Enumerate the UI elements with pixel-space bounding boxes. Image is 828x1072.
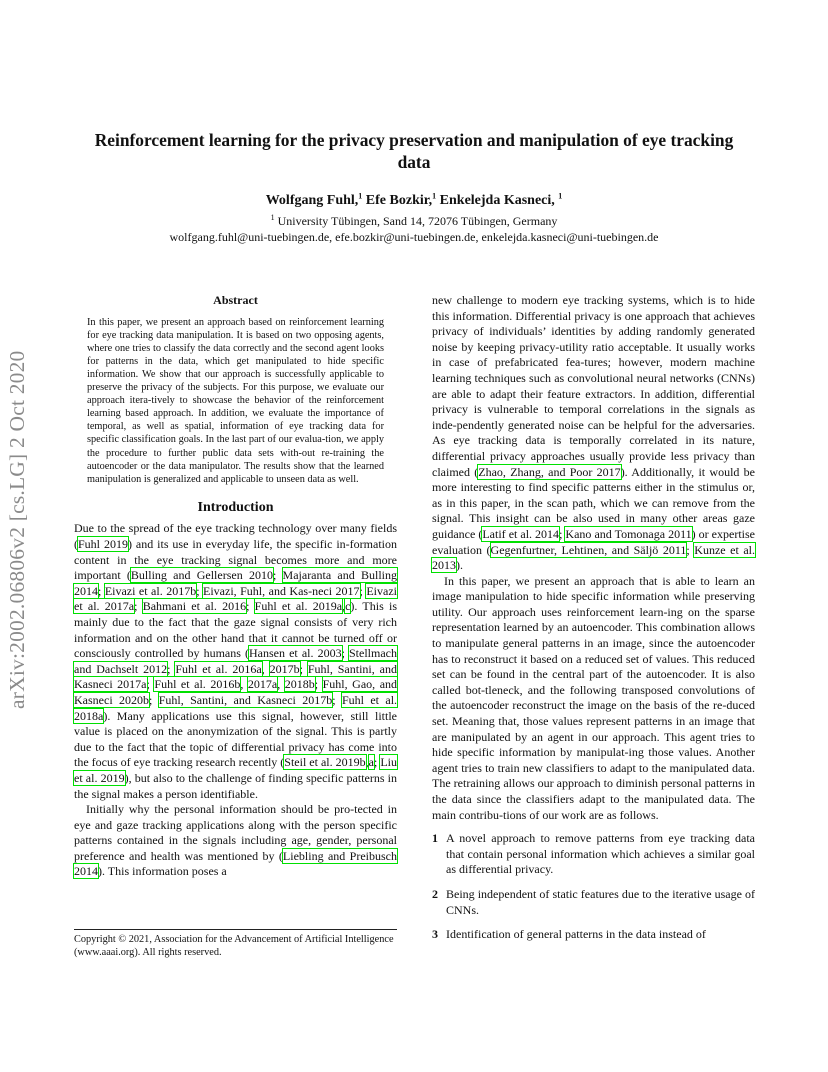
intro-paragraph-2 (74, 802, 397, 880)
intro-text: ; (146, 677, 155, 692)
intro-text: , (342, 599, 346, 614)
citation-link[interactable]: c (345, 599, 351, 614)
intro-text: ; (134, 599, 143, 614)
citation-link[interactable]: Fuhl 2019 (78, 537, 128, 551)
citation-link[interactable]: Kunze et al. 2013 (432, 542, 756, 573)
citation-link[interactable]: Bulling and Gellersen 2010 (130, 568, 273, 583)
contribution-text: Identification of general patterns in the data instead of (446, 927, 706, 942)
citation-link[interactable]: Eivazi et al. 2017a (74, 583, 397, 614)
intro-text: ; (246, 599, 255, 614)
affiliation-block (80, 213, 748, 245)
citation-link[interactable]: Zhao, Zhang, and Poor 2017 (478, 464, 621, 479)
contribution-number: 2 (432, 886, 438, 901)
intro-text: , (365, 755, 369, 770)
contribution-number: 3 (432, 927, 438, 942)
citation-link[interactable]: a (368, 755, 374, 770)
citation-link[interactable]: 2017a (247, 677, 278, 692)
affiliation-mark: 1 (270, 213, 275, 222)
citation-link[interactable]: Gegenfurtner, Lehtinen, and Säljö 2011 (490, 542, 687, 557)
citation-link[interactable]: Fuhl et al. 2018a (74, 692, 398, 723)
footnote-divider (74, 929, 397, 930)
intro-text: ; (299, 661, 308, 676)
author-list (80, 193, 748, 209)
arxiv-identifier: arXiv:2002.06806v2 [cs.LG] 2 Oct 2020 (5, 350, 29, 710)
intro-text: ; (272, 568, 283, 583)
contribution-list (432, 831, 755, 943)
body-text: ; (686, 542, 695, 557)
intro-text: ) and its use in everyday life, the specific in-formation content in the eye tracking signal becomes more and more important ( (74, 537, 397, 583)
intro-text: Due to the spread of the eye tracking technology over many fields ( (74, 521, 397, 551)
paper-title: Reinforcement learning for the privacy preservation and manipulation of eye tracking data (94, 130, 734, 172)
intro-text: ; (196, 583, 204, 598)
affiliation-text: University Tübingen, Sand 14, 72076 Tübingen, Germany (277, 214, 558, 228)
intro-text: ; (341, 646, 349, 661)
citation-link[interactable]: Hansen et al. 2003 (249, 646, 342, 661)
intro-paragraph-1 (74, 521, 397, 802)
intro-text: ; (314, 677, 323, 692)
citation-link[interactable]: Fuhl et al. 2016a (175, 661, 262, 676)
intro-text: ; (98, 583, 105, 598)
body-text: ). (456, 558, 463, 573)
intro-text: , (240, 677, 248, 692)
author-emails: wolfgang.fuhl@uni-tuebingen.de, efe.bozkir@uni-tuebingen.de, enkelejda.kasneci@uni-tuebingen.de (169, 230, 659, 244)
intro-text: ; (359, 583, 367, 598)
citation-link[interactable]: Bahmani et al. 2016 (142, 599, 247, 614)
intro-text: ). This is mainly due to the fact that the gaze signal consists of very rich information and on the other hand that it cannot be turned off or consciously controlled by humans ( (74, 599, 397, 661)
citation-link[interactable]: Stellmach and Dachselt 2012 (74, 646, 397, 676)
right-paragraph-2: In this paper, we present an approach that is able to learn an image manipulation to hide specific information while preserving utility. Our approach uses reinforcement learn-ing on the sparse representation learned by an autoencoder. This combination allows to manipulate general patterns in an image, since the autoencoder has to reconstruct it based on a reduced set of values. This reduced set can be found in the central part of the autoencoder. It is also called bot-tleneck, and the following transposed convolutions of the autoencoder reconstruct the image on the basis of the re-duced set. Meaning that, those values represent patterns in an image that are manipulated by an agent in our approach. This agent tries to hide specific information by manipulat-ing those values. Another agent tries to train new classifiers to adapt to the manipulated data. The retraining allows our approach to diminish personal patterns in the data since the classifiers adapt to the manipulated data. The main contribu-tions of our work are as follows. (432, 573, 755, 822)
intro-text: ; (149, 692, 159, 707)
intro-text: ), but also to the challenge of finding specific patterns in the signal makes a person identifiable. (74, 770, 398, 801)
citation-link[interactable]: Fuhl et al. 2016b (154, 677, 241, 692)
citation-link[interactable]: 2018b (284, 677, 315, 692)
citation-link[interactable]: 2017b (269, 661, 300, 676)
intro-text: ). This information poses a (98, 864, 227, 879)
contribution-item (432, 927, 755, 943)
citation-link[interactable]: Majaranta and Bulling 2014 (74, 568, 397, 598)
right-column (432, 293, 755, 952)
citation-link[interactable]: Steil et al. 2019b (284, 755, 366, 770)
copyright-footnote: Copyright © 2021, Association for the Advancement of Artificial Intelligence (www.aaai.org). All rights reserved. (74, 934, 394, 959)
citation-link[interactable]: Latif et al. 2014 (482, 526, 560, 541)
contribution-text: A novel approach to remove patterns from eye tracking data that contain personal information which achieves a similar goal as differential privacy. (446, 831, 755, 877)
right-paragraph-1 (432, 293, 755, 574)
abstract-heading: Abstract (213, 293, 258, 307)
intro-text: , (261, 661, 270, 676)
abstract-body: In this paper, we present an approach based on reinforcement learning for eye tracking data manipulation. It is based on two opposing agents, where one tries to classify the data correctly and the second agent looks for patterns in the data, which get manipulated to hide specific information. We show that our approach is successfully applicable to preserve the privacy of the subjects. For this purpose, we evaluate our approach itera-tively to showcase the behavior of the reinforcement learning based approach. In addition, we evaluate the importance of temporal, as well as spatial, information of eye tracking data for specific classification goals. In the last part of our evalua-tion, we apply the procedure to further public data sets with-out re-training the autoencoder or the data manipulator. The results show that the learned manipulation is generalized and applicable to unseen data as well. (87, 316, 384, 485)
citation-link[interactable]: Liebling and Preibusch 2014 (74, 848, 398, 879)
citation-link[interactable]: Fuhl, Santini, and Kasneci 2017a (74, 661, 397, 692)
introduction-heading: Introduction (197, 499, 274, 515)
intro-text: ). Many applications use this signal, however, still little value is placed on the anonymization of the signal. This is partly due to the fact that the topic of differential privacy has come into the focus of eye tracking research recently ( (74, 708, 397, 770)
body-text: new challenge to modern eye tracking systems, which is to hide this information. Differential privacy is one approach that achieves privacy of individuals’ identities by adding randomly generated noise by keeping privacy-utility ratio acceptable. It usually works in case of prefabricated fea-tures; however, modern machine learning techniques such as convolutional neural networks (CNNs) are able to adapt their feature extractors. In addition, differential privacy is vulnerable to temporal correlations in the signals as inde-pendently generated noise can be helpful for the adversaries. As eye tracking data is temporally correlated in its nature, differential privacy approaches usually provide less privacy than claimed ( (432, 293, 755, 479)
citation-link[interactable]: Kano and Tomonaga 2011 (565, 526, 692, 541)
affiliation-mark: 1 (358, 191, 363, 201)
citation-link[interactable]: Fuhl, Santini, and Kasneci 2017b (158, 692, 333, 707)
citation-link[interactable]: Eivazi, Fuhl, and Kas-neci 2017 (203, 583, 360, 598)
intro-text: ; (332, 692, 342, 707)
contribution-text: Being independent of static features due to the iterative usage of CNNs. (446, 886, 755, 917)
intro-text: ; (167, 661, 176, 676)
contribution-item (432, 887, 755, 918)
contribution-number: 1 (432, 831, 438, 846)
body-text: ; (559, 526, 566, 541)
author-name: Enkelejda Kasneci, (439, 193, 555, 208)
affiliation-mark: 1 (432, 191, 437, 201)
citation-link[interactable]: Liu et al. 2019 (74, 755, 397, 785)
left-column (74, 293, 397, 880)
citation-link[interactable]: Fuhl, Gao, and Kasneci 2020b (74, 677, 398, 707)
body-text: ). Additionally, it would be more interesting to find specific patterns either in the stimulus or, as in this paper, in the scan path, which we can remove from the signal. This insight can be also used in many other areas gaze guidance ( (432, 464, 756, 541)
contribution-item (432, 831, 755, 878)
affiliation-mark: 1 (558, 191, 563, 201)
author-name: Wolfgang Fuhl, (265, 193, 359, 208)
intro-text: Initially why the personal information should be pro-tected in eye and gaze tracking applications along with the person specific patterns contained in the signals including age, gender, personal preference and health was mentioned by ( (74, 802, 397, 863)
author-name: Efe Bozkir, (365, 193, 433, 208)
citation-link[interactable]: Fuhl et al. 2019a (254, 599, 343, 614)
citation-link[interactable]: Eivazi et al. 2017b (104, 583, 197, 598)
intro-text: , (277, 677, 285, 692)
intro-text: ; (373, 755, 381, 770)
affiliation-line (80, 213, 748, 229)
body-text: ) or expertise evaluation ( (432, 526, 755, 557)
